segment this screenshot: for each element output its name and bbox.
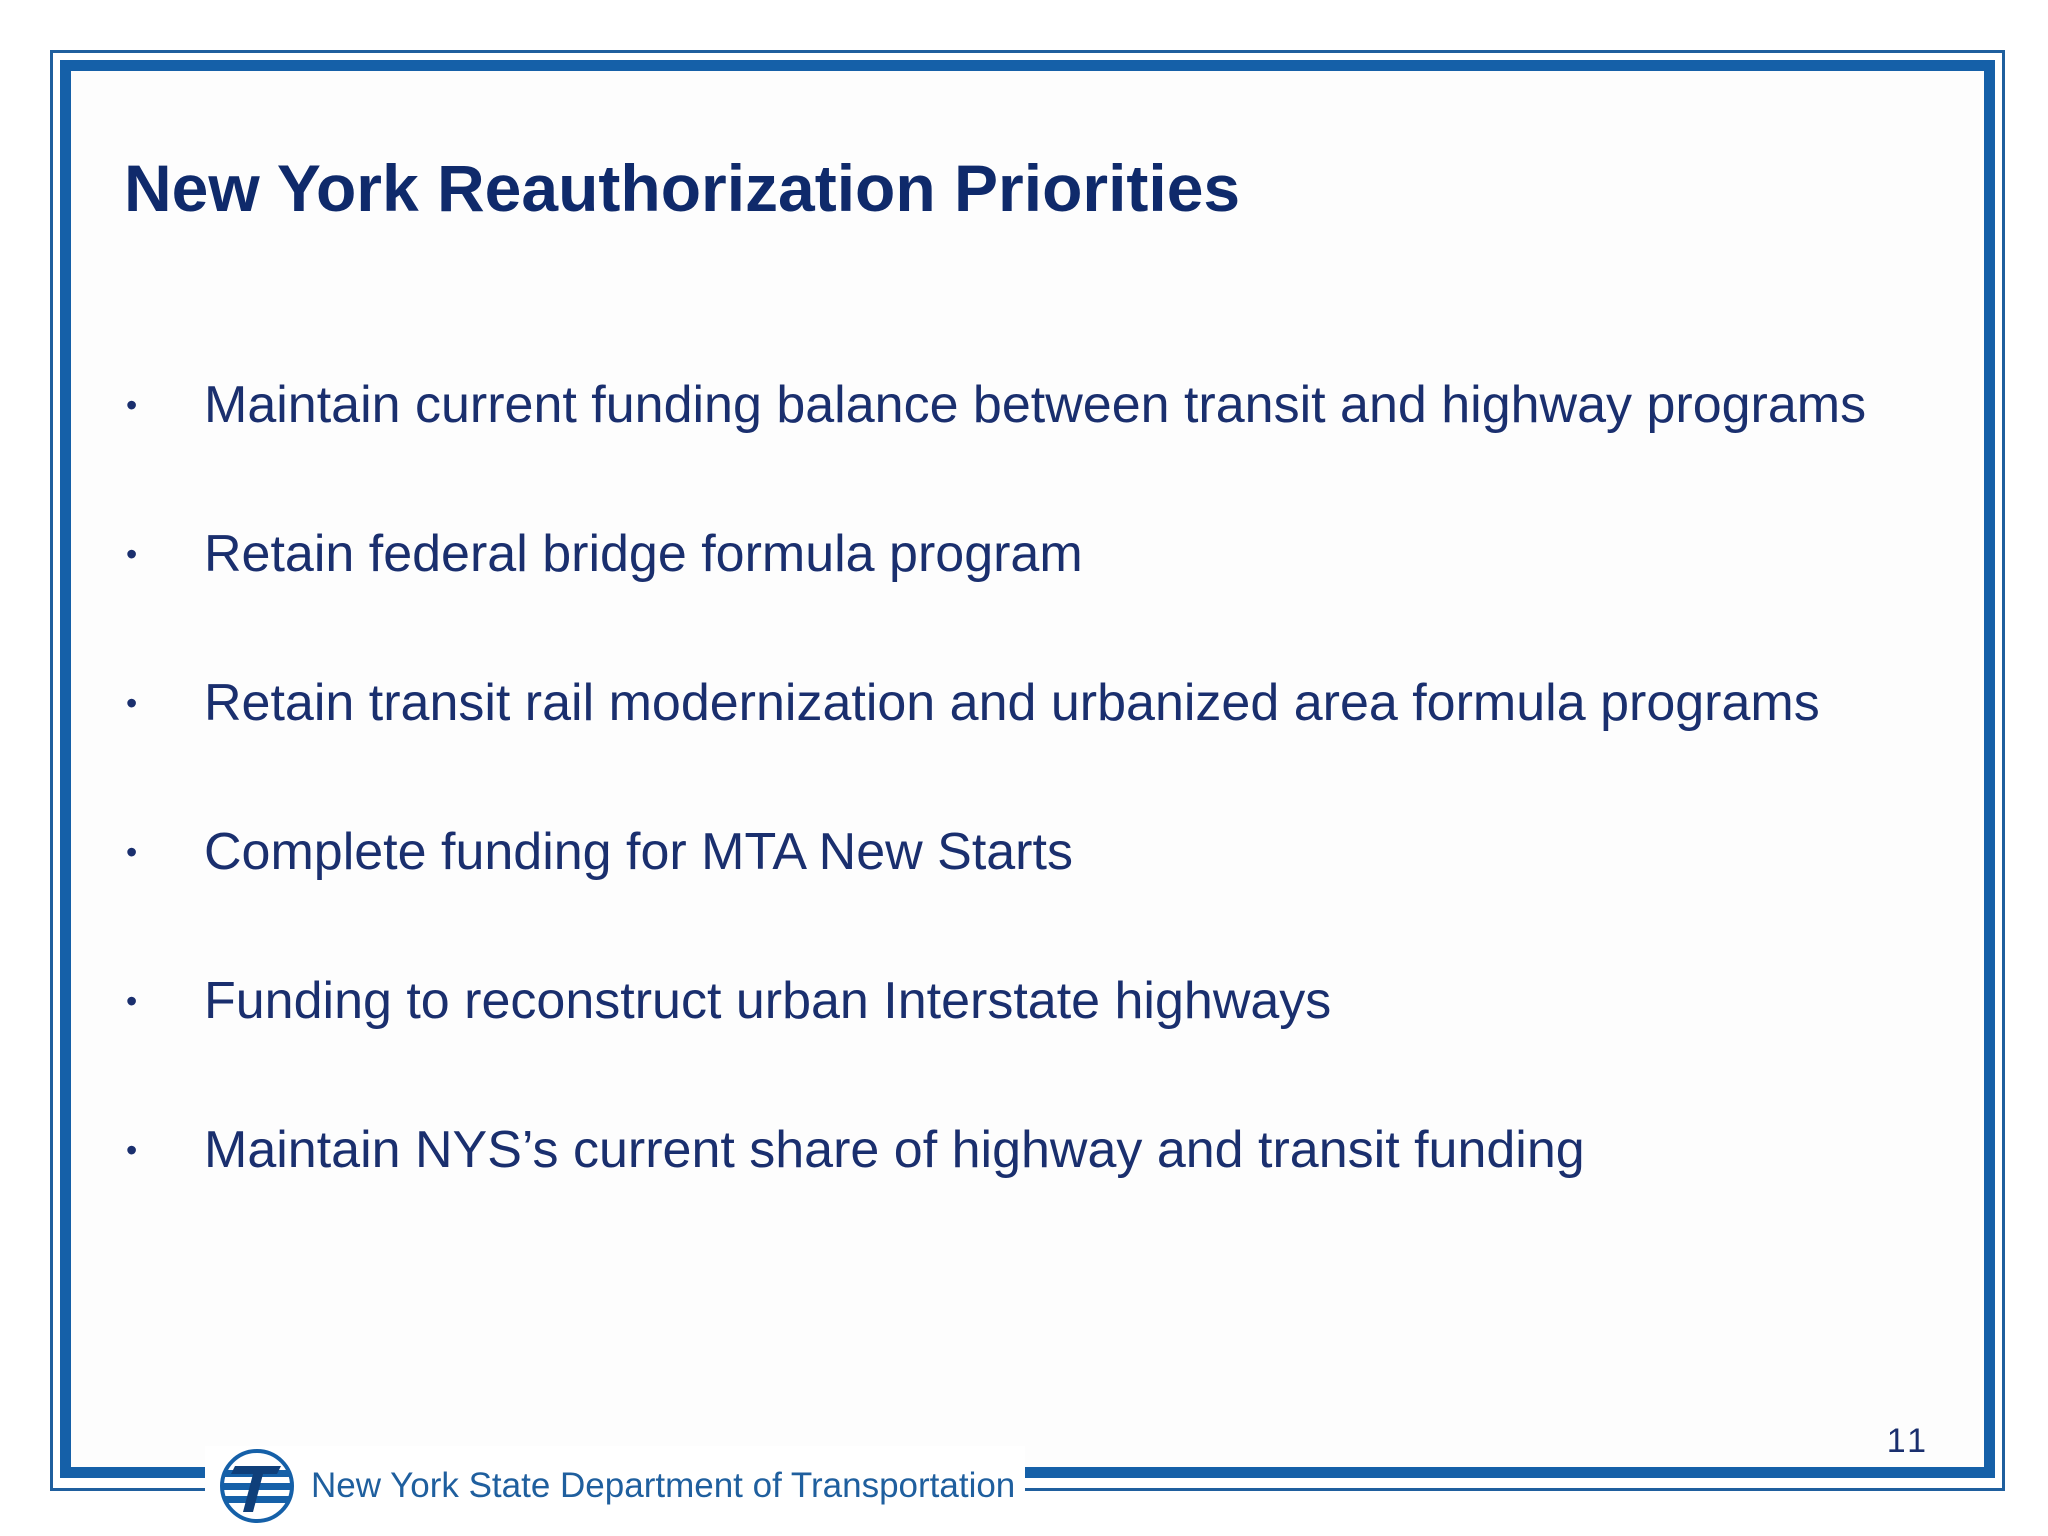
bullet-icon: • <box>126 834 138 870</box>
bullet-icon: • <box>126 983 138 1019</box>
footer <box>205 1446 1025 1526</box>
bullet-list <box>124 370 1866 1264</box>
bullet-text: Retain transit rail modernization and urbanized area formula programs <box>204 674 1820 732</box>
nysdot-logo-icon <box>219 1448 295 1524</box>
list-item <box>124 966 1866 1115</box>
bullet-icon: • <box>126 685 138 721</box>
list-item <box>124 370 1866 519</box>
list-item <box>124 668 1866 817</box>
bullet-text: Complete funding for MTA New Starts <box>204 823 1073 881</box>
bullet-icon: • <box>126 387 138 423</box>
page-number: 11 <box>1886 1422 1930 1460</box>
bullet-icon: • <box>126 1132 138 1168</box>
slide-title: New York Reauthorization Priorities <box>124 151 1241 225</box>
list-item <box>124 817 1866 966</box>
bullet-text: Retain federal bridge formula program <box>204 525 1083 583</box>
list-item <box>124 1115 1866 1264</box>
organization-name: New York State Department of Transportation <box>311 1466 1016 1505</box>
list-item <box>124 519 1866 668</box>
bullet-icon: • <box>126 536 138 572</box>
bullet-text: Funding to reconstruct urban Interstate highways <box>204 972 1332 1030</box>
bullet-text: Maintain current funding balance between transit and highway programs <box>204 376 1867 434</box>
bullet-text: Maintain NYS’s current share of highway and transit funding <box>204 1121 1585 1179</box>
